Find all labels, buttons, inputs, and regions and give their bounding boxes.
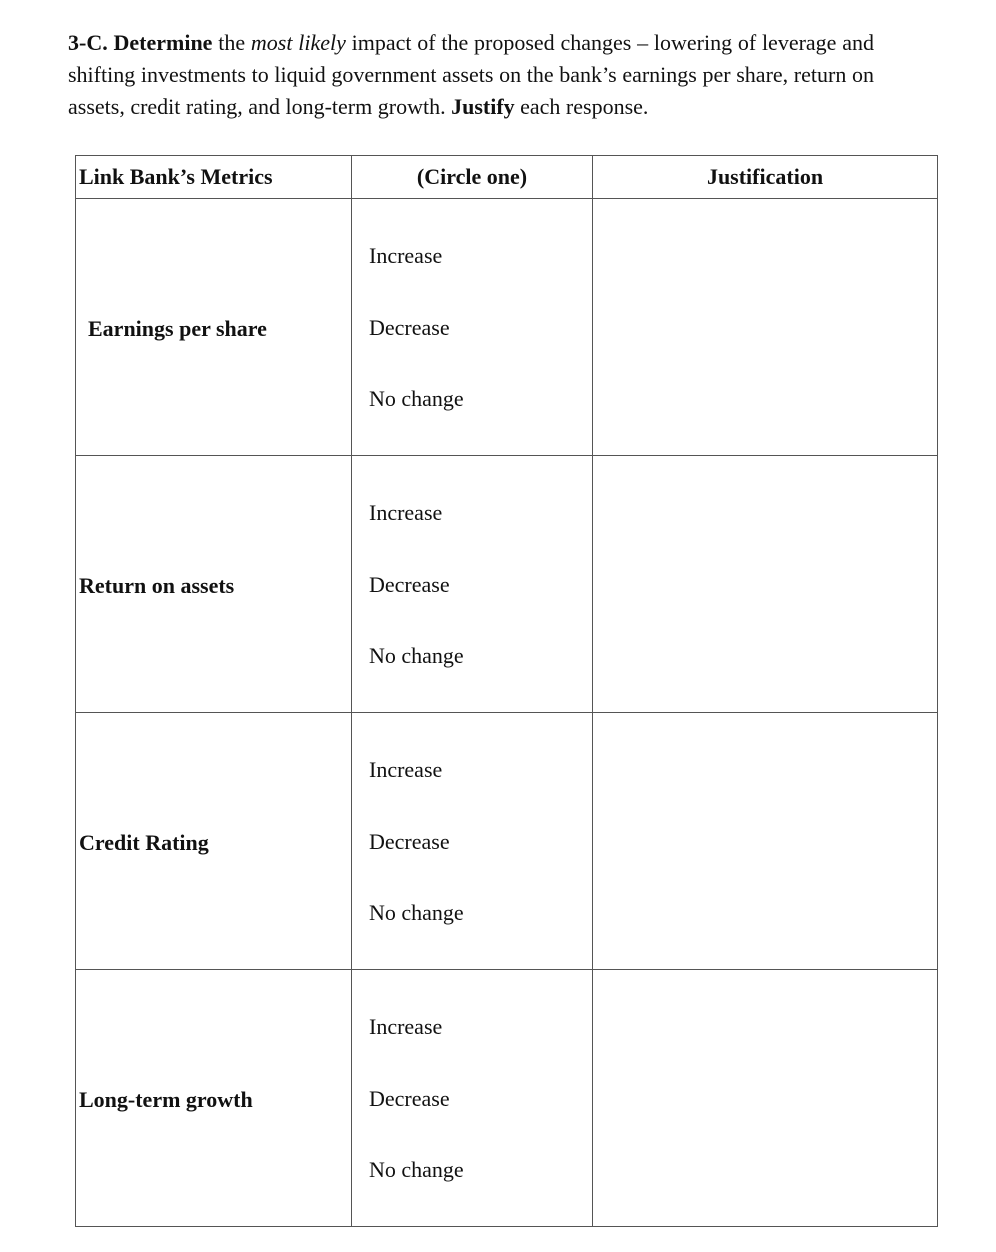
justification-cell[interactable]	[593, 199, 938, 456]
header-justification: Justification	[593, 156, 938, 199]
option-no-change[interactable]: No change	[369, 643, 464, 668]
option-no-change[interactable]: No change	[369, 386, 464, 411]
option-increase[interactable]: Increase	[369, 1014, 443, 1039]
question-verb: Determine	[113, 30, 213, 55]
question-part: each response.	[514, 94, 649, 119]
metric-cell	[76, 970, 352, 1227]
header-metrics: Link Bank’s Metrics	[76, 156, 352, 199]
metrics-table	[75, 155, 938, 1227]
question-text	[68, 27, 874, 123]
metric-cell	[76, 199, 352, 456]
table-row	[76, 199, 938, 456]
metric-cell	[76, 713, 352, 970]
metric-label: Earnings per share	[88, 316, 267, 341]
options-cell	[352, 199, 593, 456]
option-no-change[interactable]: No change	[369, 1157, 464, 1182]
table-row	[76, 456, 938, 713]
option-no-change[interactable]: No change	[369, 900, 464, 925]
metric-label: Return on assets	[79, 573, 235, 598]
table-row	[76, 713, 938, 970]
metric-label: Long-term growth	[79, 1087, 253, 1112]
metric-label: Credit Rating	[79, 830, 209, 855]
option-decrease[interactable]: Decrease	[369, 315, 450, 340]
table-row	[76, 970, 938, 1227]
option-decrease[interactable]: Decrease	[369, 1086, 450, 1111]
question-part: impact of the proposed changes – lowering of leverage and shifting investments to liquid government assets on the bank’s earnings per share, return on assets, credit rating, and long-term growth.	[68, 30, 874, 119]
table-header-row	[76, 156, 938, 199]
metric-cell	[76, 456, 352, 713]
options-cell	[352, 713, 593, 970]
option-decrease[interactable]: Decrease	[369, 829, 450, 854]
option-increase[interactable]: Increase	[369, 500, 443, 525]
justification-cell[interactable]	[593, 456, 938, 713]
question-emphasis: most likely	[250, 30, 346, 55]
options-cell	[352, 456, 593, 713]
option-decrease[interactable]: Decrease	[369, 572, 450, 597]
options-cell	[352, 970, 593, 1227]
question-part: the	[212, 30, 251, 55]
question-justify: Justify	[451, 94, 515, 119]
header-circle-one: (Circle one)	[352, 156, 593, 199]
option-increase[interactable]: Increase	[369, 243, 443, 268]
option-increase[interactable]: Increase	[369, 757, 443, 782]
question-number: 3-C.	[68, 30, 108, 55]
justification-cell[interactable]	[593, 713, 938, 970]
justification-cell[interactable]	[593, 970, 938, 1227]
